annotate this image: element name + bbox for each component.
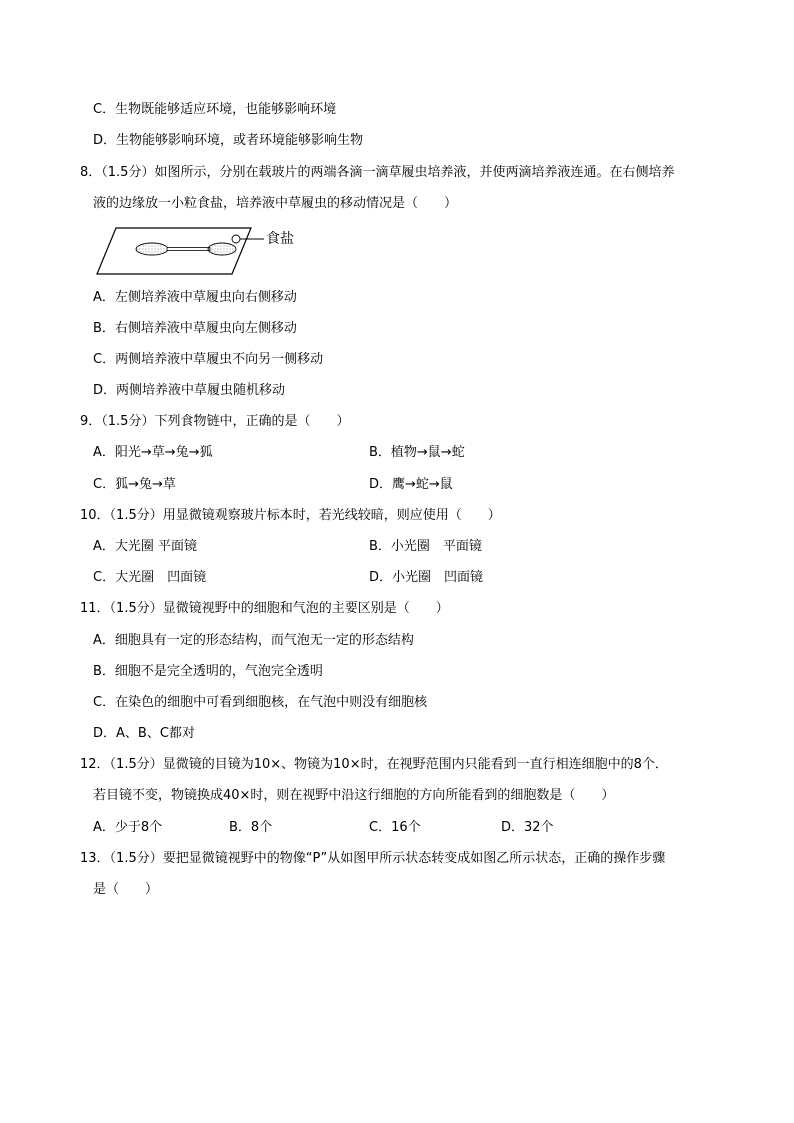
q11-option-d: D．A、B、C都对 bbox=[93, 726, 195, 741]
q8-stem-line1: 8．（1.5分）如图所示，分别在载玻片的两端各滴一滴草履虫培养液，并使两滴培养液连通。在右侧培养 bbox=[80, 165, 675, 180]
q12-option-b: B．8个 bbox=[229, 820, 273, 835]
q10-option-d: D．小光圈 凹面镜 bbox=[369, 570, 484, 585]
salt-label: 食盐 bbox=[266, 231, 294, 247]
q10-option-b: B．小光圈 平面镜 bbox=[369, 539, 482, 554]
q10-stem: 10．（1.5分）用显微镜观察玻片标本时，若光线较暗，则应使用（ ） bbox=[80, 508, 501, 523]
q8-option-c: C．两侧培养液中草履虫不向另一侧移动 bbox=[93, 352, 324, 367]
q10-option-c: C．大光圈 凹面镜 bbox=[93, 570, 207, 585]
q9-option-b: B．植物→鼠→蛇 bbox=[369, 445, 465, 460]
q12-option-a: A．少于8个 bbox=[93, 820, 163, 835]
q8-slide-figure bbox=[94, 224, 324, 280]
q12-stem-line2: 若目镜不变，物镜换成40×时，则在视野中沿这行细胞的方向所能看到的细胞数是（ ） bbox=[93, 788, 615, 803]
left-drop bbox=[136, 243, 168, 255]
q11-option-c: C．在染色的细胞中可看到细胞核，在气泡中则没有细胞核 bbox=[93, 695, 428, 710]
q9-option-d: D．鹰→蛇→鼠 bbox=[369, 477, 453, 492]
q12-option-c: C．16个 bbox=[369, 820, 421, 835]
q13-stem-line2: 是（ ） bbox=[93, 882, 159, 897]
q11-stem: 11．（1.5分）显微镜视野中的细胞和气泡的主要区别是（ ） bbox=[80, 601, 449, 616]
q11-option-a: A．细胞具有一定的形态结构，而气泡无一定的形态结构 bbox=[93, 633, 414, 648]
connecting-channel bbox=[167, 248, 210, 251]
salt-grain bbox=[232, 235, 240, 243]
q9-option-a: A．阳光→草→兔→狐 bbox=[93, 445, 213, 460]
q12-stem-line1: 12．（1.5分）显微镜的目镜为10×、物镜为10×时，在视野范围内只能看到一直行相连细胞中的8个． bbox=[80, 757, 668, 772]
q9-option-c: C．狐→兔→草 bbox=[93, 477, 176, 492]
q12-option-d: D．32个 bbox=[501, 820, 554, 835]
q13-stem-line1: 13．（1.5分）要把显微镜视野中的物像“P”从如图甲所示状态转变成如图乙所示状态，正确的操作步骤 bbox=[80, 851, 666, 866]
q10-option-a: A．大光圈 平面镜 bbox=[93, 539, 198, 554]
q9-stem: 9．（1.5分）下列食物链中，正确的是（ ） bbox=[80, 414, 350, 429]
q11-option-b: B．细胞不是完全透明的，气泡完全透明 bbox=[93, 664, 323, 679]
q8-option-a: A．左侧培养液中草履虫向右侧移动 bbox=[93, 290, 297, 305]
q8-stem-line2: 液的边缘放一小粒食盐，培养液中草履虫的移动情况是（ ） bbox=[93, 196, 458, 211]
q7-option-c: C．生物既能够适应环境，也能够影响环境 bbox=[93, 102, 337, 117]
q8-option-b: B．右侧培养液中草履虫向左侧移动 bbox=[93, 321, 297, 336]
right-drop bbox=[208, 243, 236, 255]
q8-option-d: D．两侧培养液中草履虫随机移动 bbox=[93, 383, 286, 398]
q7-option-d: D．生物能够影响环境，或者环境能够影响生物 bbox=[93, 133, 364, 148]
